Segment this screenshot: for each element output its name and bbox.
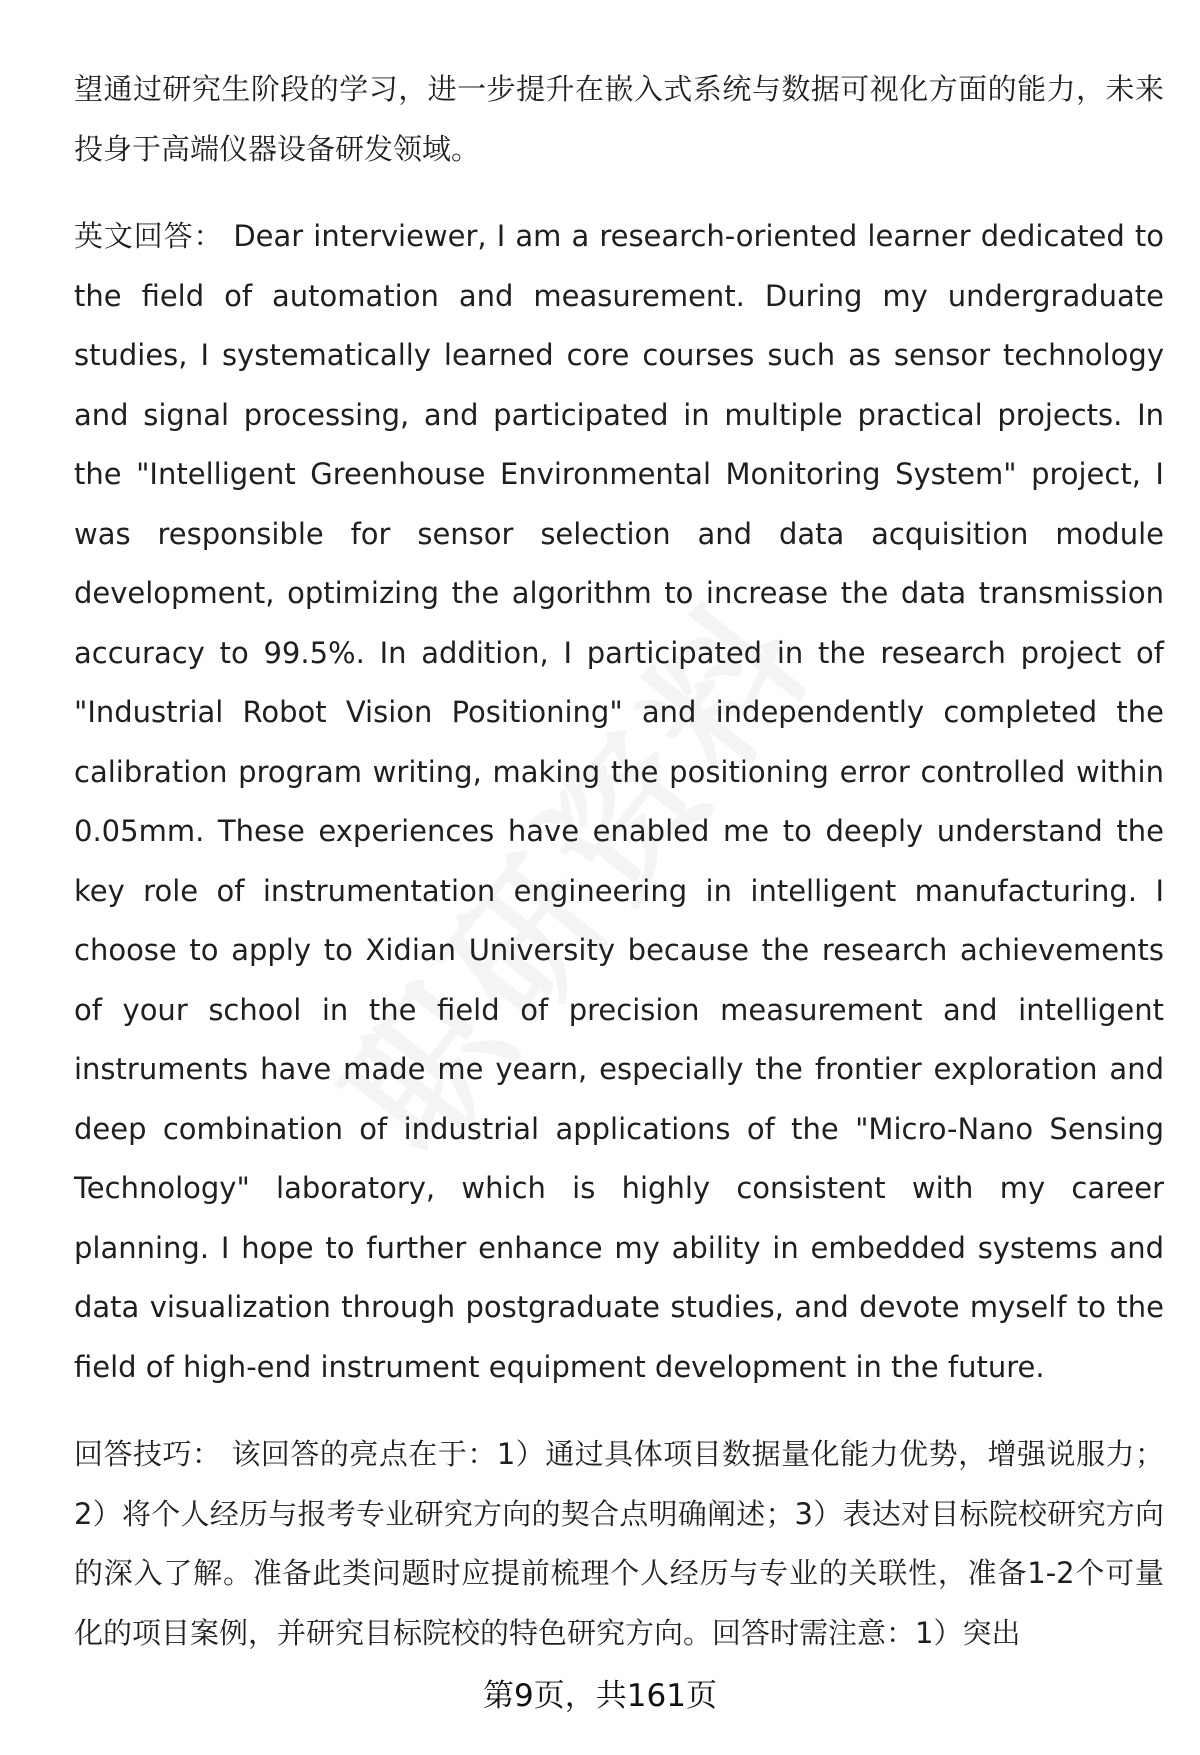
answer-tips-text: 该回答的亮点在于：1）通过具体项目数据量化能力优势，增强说服力；2）将个人经历与报考专业研究方向的契合点明确阐述；3）表达对目标院校研究方向的深入了解。准备此类问题时应提前梳理个人经历与专业的关联性，准备1-2个可量化的项目案例，并研究目标院校的特色研究方向。回答时需注意：1）突出	[74, 1437, 1164, 1650]
page-indicator: 第9页，共161页	[483, 1678, 717, 1714]
english-answer-text: Dear interviewer, I am a research-oriented learner dedicated to the field of automation and measurement. During my undergraduate studies, I systematically learned core courses such as sensor technology and signal processing, and participated in multiple practical projects. In the "Intelligent Greenhouse Environmental Monitoring System" project, I was responsible for sensor selection and data acquisition module development, optimizing the algorithm to increase the data transmission accuracy to 99.5%. In addition, I participated in the research project of "Industrial Robot Vision Positioning" and independently completed the calibration program writing, making the positioning error controlled within 0.05mm. These experiences have enabled me to deeply understand the key role of instrumentation engineering in intelligent manufacturing. I choose to apply to Xidian University because the research achievements of your school in the field of precision measurement and intelligent instruments have made me yearn, especially the frontier exploration and deep combination of industrial applications of the "Micro-Nano Sensing Technology" laboratory, which is highly consistent with my career planning. I hope to further enhance my ability in embedded systems and data visualization through postgraduate studies, and devote myself to the field of high-end instrument equipment development in the future.	[74, 219, 1164, 1384]
document-body	[74, 60, 1164, 1691]
paragraph-chinese-intro	[74, 60, 1164, 179]
paragraph-answer-tips	[74, 1425, 1164, 1663]
answer-tips-label: 回答技巧：	[74, 1437, 222, 1471]
paragraph-english-answer	[74, 207, 1164, 1397]
page-footer	[0, 1670, 1200, 1715]
english-answer-label: 英文回答：	[74, 219, 224, 253]
paragraph-text: 望通过研究生阶段的学习，进一步提升在嵌入式系统与数据可视化方面的能力，未来投身于高端仪器设备研发领域。	[74, 72, 1164, 166]
